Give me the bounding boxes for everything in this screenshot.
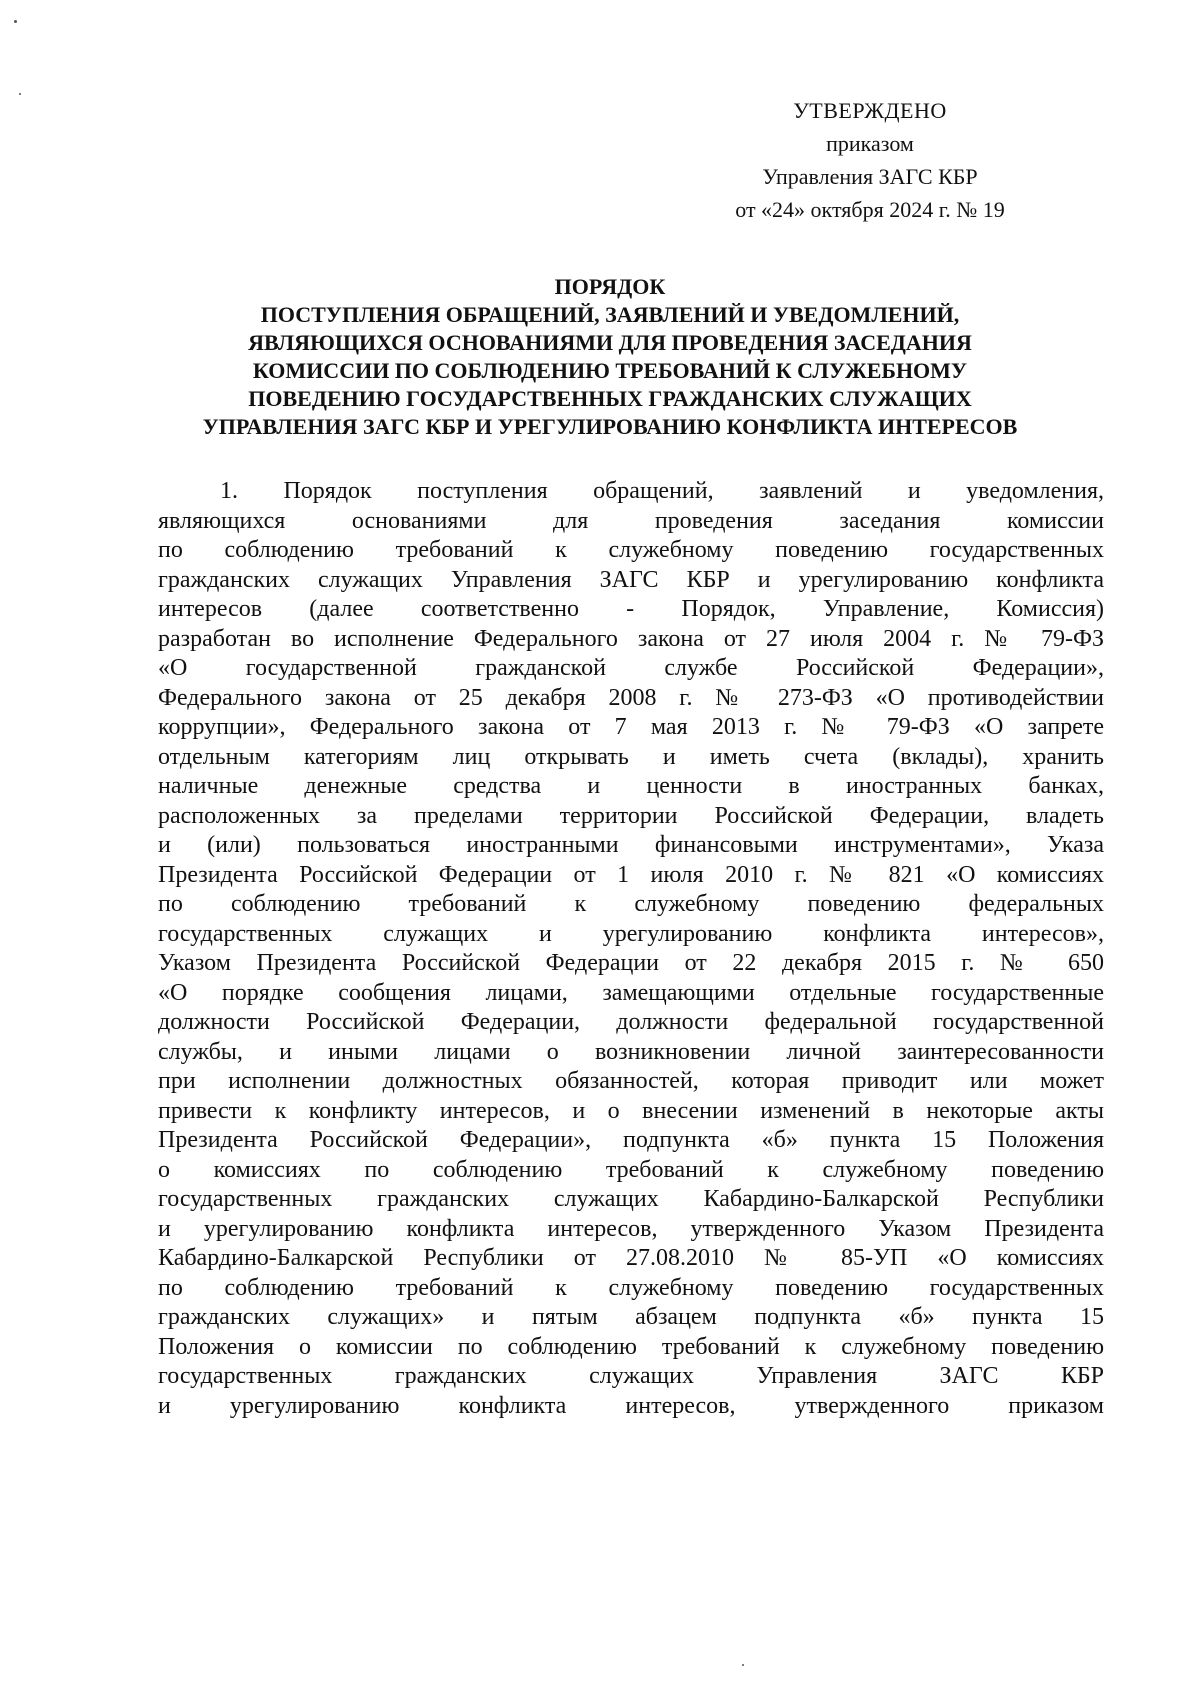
title-line: ПОСТУПЛЕНИЯ ОБРАЩЕНИЙ, ЗАЯВЛЕНИЙ И УВЕДОМЛЕНИЙ, [260,302,960,327]
body-line: государственных служащих и урегулированию конфликта интересов», [158,920,1104,947]
title-line: ПОВЕДЕНИЮ ГОСУДАРСТВЕННЫХ ГРАЖДАНСКИХ СЛУЖАЩИХ [248,386,972,411]
body-line: и (или) пользоваться иностранными финансовыми инструментами», Указа [158,832,1104,858]
approval-title: УТВЕРЖДЕНО [793,98,947,123]
body-line: являющихся основаниями для проведения заседания комиссии [158,507,1104,534]
body-line: расположенных за пределами территории Российской Федерации, владеть [158,802,1104,829]
body-line: и урегулированию конфликта интересов, утвержденного Указом Президента [158,1215,1104,1242]
body-line: разработан во исполнение Федерального закона от 27 июля 2004 г. № 79-ФЗ [158,625,1104,652]
body-line: государственных гражданских служащих Кабардино-Балкарской Республики [158,1186,1104,1212]
body-line: Президента Российской Федерации от 1 июля 2010 г. № 821 «О комиссиях [158,861,1104,888]
body-line: Положения о комиссии по соблюдению требований к служебному поведению [158,1333,1104,1360]
scan-speck [14,20,17,23]
approval-block [690,94,1050,226]
body-line: коррупции», Федерального закона от 7 мая 2013 г. № 79-ФЗ «О запрете [158,714,1104,740]
body-line: должности Российской Федерации, должности федеральной государственной [158,1009,1104,1035]
body-line: отдельным категориям лиц открывать и иметь счета (вклады), хранить [158,743,1104,770]
body-line: «О государственной гражданской службе Российской Федерации», [158,655,1104,681]
body-line: по соблюдению требований к служебному поведению государственных [158,1274,1104,1301]
scan-speck [742,1664,744,1666]
approval-date-number: от «24» октября 2024 г. № 19 [735,197,1005,222]
body-line: по соблюдению требований к служебному поведению федеральных [158,891,1104,917]
body-line: по соблюдению требований к служебному поведению государственных [158,537,1104,563]
title-line: УПРАВЛЕНИЯ ЗАГС КБР И УРЕГУЛИРОВАНИЮ КОНФЛИКТА ИНТЕРЕСОВ [202,414,1018,439]
body-line: Федерального закона от 25 декабря 2008 г. № 273-ФЗ «О противодействии [158,684,1104,711]
body-line: Президента Российской Федерации», подпункта «б» пункта 15 Положения [158,1127,1104,1153]
document-title [150,273,1070,441]
body-line: Указом Президента Российской Федерации от 22 декабря 2015 г. № 650 [158,950,1104,976]
scan-speck [19,93,21,95]
body-line: «О порядке сообщения лицами, замещающими отдельные государственные [158,979,1104,1006]
body-line: привести к конфликту интересов, и о внесении изменений в некоторые акты [158,1097,1104,1124]
approval-order-word: приказом [826,131,914,156]
body-line: Кабардино-Балкарской Республики от 27.08.2010 № 85-УП «О комиссиях [158,1245,1104,1271]
body-line: и урегулированию конфликта интересов, утвержденного приказом [158,1392,1104,1419]
body-line: наличные денежные средства и ценности в иностранных банках, [158,773,1104,799]
title-line: ПОРЯДОК [554,274,666,299]
approval-issuer: Управления ЗАГС КБР [762,164,978,189]
body-line: государственных гражданских служащих Управления ЗАГС КБР [158,1363,1104,1389]
body-line: при исполнении должностных обязанностей, которая приводит или может [158,1068,1104,1094]
body-line: 1. Порядок поступления обращений, заявлений и уведомления, [220,478,1104,504]
body-line: о комиссиях по соблюдению требований к служебному поведению [158,1156,1104,1183]
body-line: гражданских служащих Управления ЗАГС КБР и урегулированию конфликта [158,566,1104,593]
body-line: интересов (далее соответственно - Порядок, Управление, Комиссия) [158,596,1104,622]
title-line: ЯВЛЯЮЩИХСЯ ОСНОВАНИЯМИ ДЛЯ ПРОВЕДЕНИЯ ЗАСЕДАНИЯ [248,330,972,355]
body-line: службы, и иными лицами о возникновении личной заинтересованности [158,1038,1104,1065]
title-line: КОМИССИИ ПО СОБЛЮДЕНИЮ ТРЕБОВАНИЙ К СЛУЖЕБНОМУ [252,358,968,383]
body-line: гражданских служащих» и пятым абзацем подпункта «б» пункта 15 [158,1304,1104,1330]
paragraph-1 [158,477,1104,1421]
